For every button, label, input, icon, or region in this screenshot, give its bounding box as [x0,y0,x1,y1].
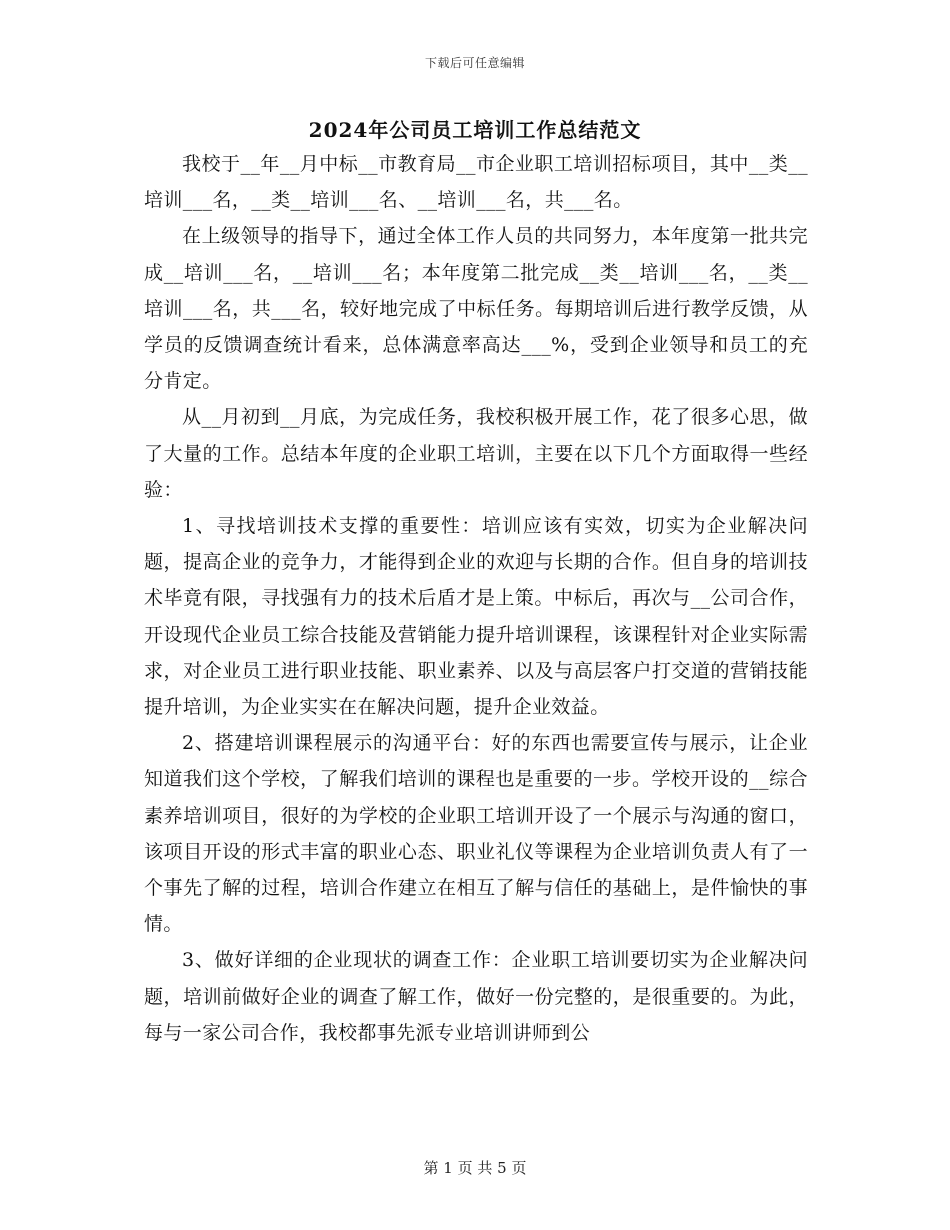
document-body [144,146,808,1051]
paragraph-5: 2、搭建培训课程展示的沟通平台：好的东西也需要宣传与展示，让企业知道我们这个学校，了解我们培训的课程也是重要的一步。学校开设的__综合素养培训项目，很好的为学校的企业职工培训开设了一个展示与沟通的窗口，该项目开设的形式丰富的职业心态、职业礼仪等课程为企业培训负责人有了一个事先了解的过程，培训合作建立在相互了解与信任的基础上，是件愉快的事情。 [144,732,808,936]
document-title: 2024年公司员工培训工作总结范文 [308,118,642,142]
paragraph-6: 3、做好详细的企业现状的调查工作：企业职工培训要切实为企业解决问题，培训前做好企业的调查了解工作，做好一份完整的，是很重要的。为此，每与一家公司合作，我校都事先派专业培训讲师到公 [144,949,808,1044]
paragraph-4: 1、寻找培训技术支撑的重要性：培训应该有实效，切实为企业解决问题，提高企业的竞争力，才能得到企业的欢迎与长期的合作。但自身的培训技术毕竟有限，寻找强有力的技术后盾才是上策。中标后，再次与__公司合作，开设现代企业员工综合技能及营销能力提升培训课程，该课程针对企业实际需求，对企业员工进行职业技能、职业素养、以及与高层客户打交道的营销技能提升培训，为企业实实在在解决问题，提升企业效益。 [144,515,808,719]
paragraph-1: 我校于__年__月中标__市教育局__市企业职工培训招标项目，其中__类__培训___名，__类__培训___名、__培训___名，共___名。 [144,153,808,212]
paragraph-3: 从__月初到__月底，为完成任务，我校积极开展工作，花了很多心思，做了大量的工作。总结本年度的企业职工培训，主要在以下几个方面取得一些经验： [144,406,808,501]
paragraph-2: 在上级领导的指导下，通过全体工作人员的共同努力，本年度第一批共完成__培训___名，__培训___名；本年度第二批完成__类__培训___名，__类__培训___名，共___名，较好地完成了中标任务。每期培训后进行教学反馈，从学员的反馈调查统计看来，总体满意率高达___%，受到企业领导和员工的充分肯定。 [144,225,808,393]
header-note: 下载后可任意编辑 [424,56,525,70]
page-number: 第 1 页 共 5 页 [423,1159,527,1177]
